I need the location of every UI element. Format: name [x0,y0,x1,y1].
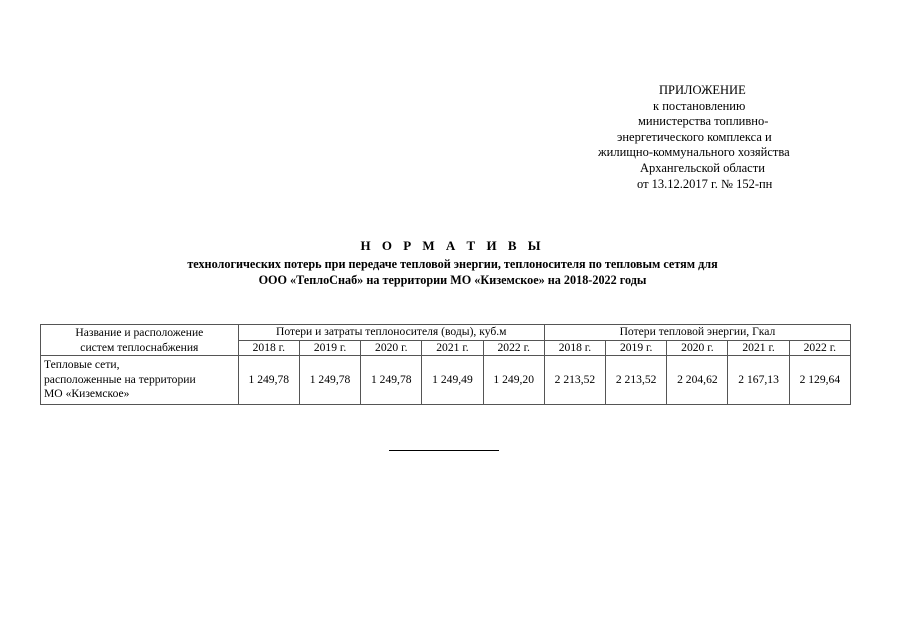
heat-loss-cell: 2 213,52 [544,356,605,405]
year-header: 2018 г. [544,340,605,356]
appendix-title: ПРИЛОЖЕНИЕ [659,83,746,97]
water-loss-cell: 1 249,20 [483,356,544,405]
column-group-heat-losses: Потери тепловой энергии, Гкал [544,325,850,341]
subtitle-line: технологических потерь при передаче тепловой энергии, теплоносителя по тепловым сетям для [187,257,718,271]
heat-loss-cell: 2 204,62 [667,356,728,405]
column-group-water-losses: Потери и затраты теплоносителя (воды), куб.м [238,325,544,341]
year-header: 2019 г. [299,340,360,356]
appendix-line: к постановлению [653,98,746,113]
year-header: 2021 г. [728,340,789,356]
year-header: 2019 г. [606,340,667,356]
appendix-date: от 13.12.2017 г. № 152-пн [637,176,773,191]
water-loss-cell: 1 249,49 [422,356,483,405]
document-title: Н О Р М А Т И В Ы [360,238,545,253]
year-header: 2020 г. [667,340,728,356]
appendix-line: жилищно-коммунального хозяйства [598,145,790,160]
water-loss-cell: 1 249,78 [238,356,299,405]
subtitle-line: ООО «ТеплоСнаб» на территории МО «Киземское» на 2018-2022 годы [258,273,647,287]
water-loss-cell: 1 249,78 [299,356,360,405]
table-row [41,356,851,405]
appendix-line: энергетического комплекса и [617,129,772,144]
heat-loss-cell: 2 213,52 [606,356,667,405]
appendix-line: министерства топливно- [638,114,769,129]
heat-loss-cell: 2 167,13 [728,356,789,405]
appendix-line: Архангельской области [640,160,765,175]
year-header: 2022 г. [483,340,544,356]
year-header: 2022 г. [789,340,850,356]
heat-loss-cell: 2 129,64 [789,356,850,405]
appendix-block [580,83,860,192]
table-header-row [41,325,851,341]
year-header: 2021 г. [422,340,483,356]
year-header: 2018 г. [238,340,299,356]
norms-table [40,324,851,405]
water-loss-cell: 1 249,78 [361,356,422,405]
column-header-system: Название и расположение систем теплоснабжения [41,325,239,356]
document-subtitle [0,256,905,288]
year-header: 2020 г. [361,340,422,356]
system-name-cell: Тепловые сети, расположенные на территории МО «Киземское» [41,356,239,405]
closing-line-divider [389,450,499,451]
